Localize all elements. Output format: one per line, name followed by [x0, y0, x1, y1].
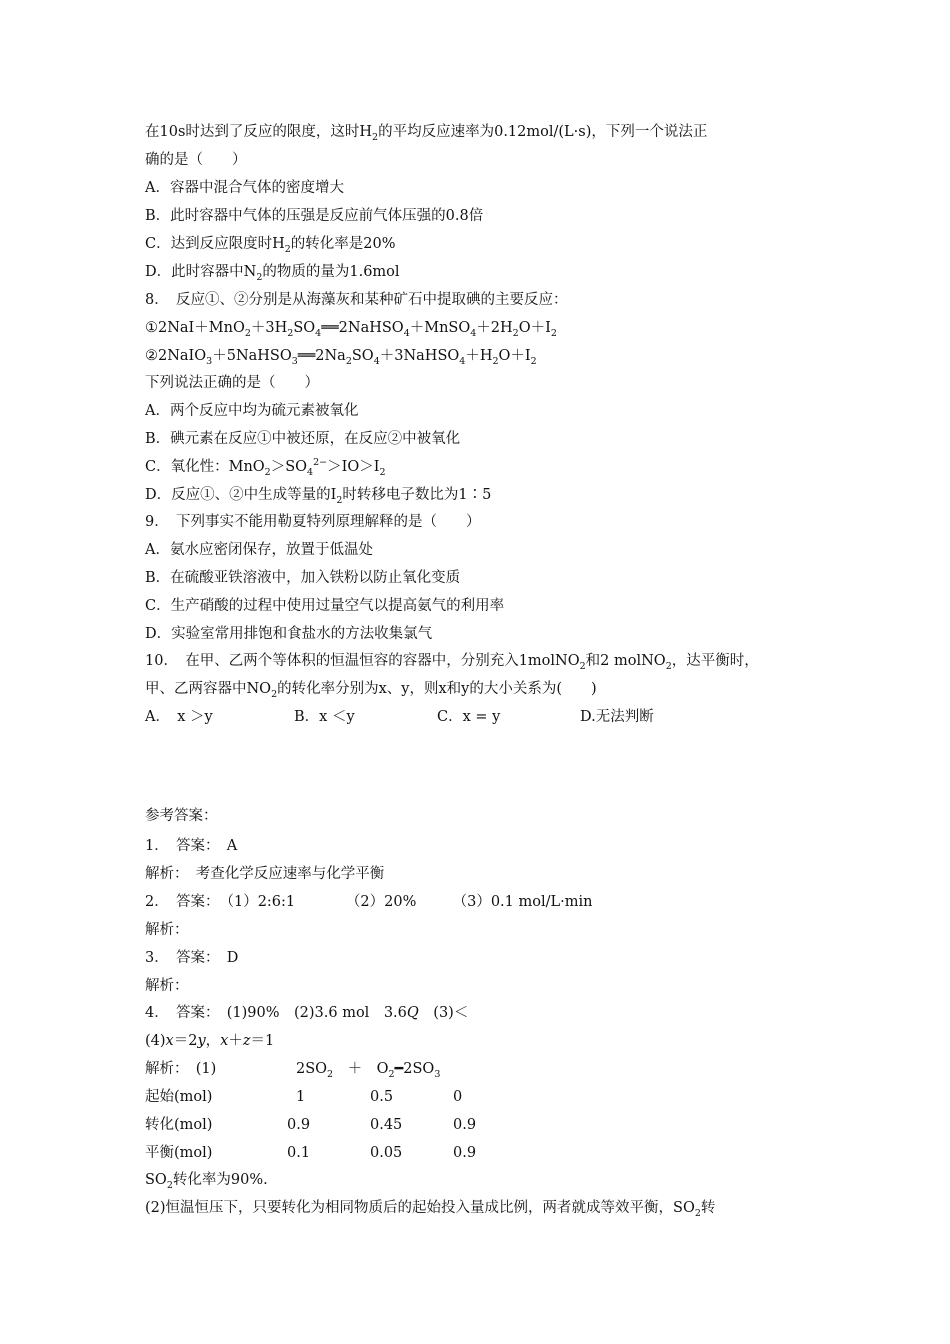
- q9-option-b: B．在硫酸亚铁溶液中，加入铁粉以防止氧化变质: [145, 570, 461, 586]
- answer-2-explanation: 解析：: [145, 922, 189, 938]
- q10-stem-line1: 10． 在甲、乙两个等体积的恒温恒容的容器中，分别充入1molNO$_2$和2 molNO$_2$，达平衡时，: [145, 653, 759, 672]
- answer-3: 3． 答案： D: [145, 950, 239, 966]
- table-cell: 0: [453, 1089, 463, 1105]
- q8-option-b: B．碘元素在反应①中被还原，在反应②中被氧化: [145, 431, 461, 447]
- answer-1: 1． 答案： A: [145, 838, 238, 854]
- q8-equation-2: $②2NaIO_3+5NaHSO_3══2Na_2SO_4+3NaHSO_4+H_2O+I_2$: [145, 348, 537, 367]
- q8-option-d: D．反应①、②中生成等量的$I_2$时转移电子数比为1∶5: [145, 487, 492, 506]
- q7-option-a: A．容器中混合气体的密度增大: [145, 180, 344, 196]
- answer-3-explanation: 解析：: [145, 978, 189, 994]
- q10-stem-line2: 甲、乙两容器中$NO_2$的转化率分别为x、y，则x和y的大小关系为( ): [145, 681, 597, 700]
- q8-option-c: C．氧化性：$MnO_2>SO_4^{2-}>IO>I_2$: [145, 457, 386, 478]
- q10-option-a: A． x ＞y: [145, 709, 213, 725]
- table-cell: 0.9: [453, 1145, 477, 1161]
- answer-2: 2． 答案： （1）2:6:1 （2）20% （3）0.1 mol/L·min: [145, 894, 593, 910]
- q7-option-c: C．达到反应限度时$H_2$的转化率是20%: [145, 236, 396, 255]
- answer-4-line2: (4)x＝2y，x＋z＝1: [145, 1033, 275, 1049]
- q9-stem: 9． 下列事实不能用勒夏特列原理解释的是（ ）: [145, 514, 481, 530]
- q8-stem: 8． 反应①、②分别是从海藻灰和某种矿石中提取碘的主要反应：: [145, 292, 568, 308]
- q7-option-b: B．此时容器中气体的压强是反应前气体压强的0.8倍: [145, 208, 484, 224]
- q8-option-a: A．两个反应中均为硫元素被氧化: [145, 403, 359, 419]
- table-cell: 0.9: [287, 1117, 311, 1133]
- q9-option-a: A．氨水应密闭保存，放置于低温处: [145, 542, 373, 558]
- q8-equation-1: $①2NaI+MnO_2+3H_2SO_4══2NaHSO_4+MnSO_4+2H_2O+I_2$: [145, 320, 557, 339]
- answer-4-explanation-label: 解析： (1): [145, 1061, 217, 1077]
- q9-option-d: D．实验室常用排饱和食盐水的方法收集氯气: [145, 626, 433, 642]
- q8-question: 下列说法正确的是（ ）: [145, 375, 319, 391]
- q7-stem-line1: 在10s时达到了反应的限度，这时$H_2$的平均反应速率为0.12mol/(L·s)，下列一个说法正: [145, 124, 708, 143]
- answer-4-equation: $2SO_2$ ＋ $O_2━2SO_3$: [296, 1061, 441, 1080]
- q10-option-b: B．x ＜y: [294, 709, 355, 725]
- q7-stem-line2: 确的是（ ）: [145, 152, 247, 168]
- answers-heading: 参考答案：: [145, 808, 218, 824]
- table-cell: 1: [296, 1089, 306, 1105]
- table-row-label: 转化(mol): [145, 1117, 213, 1133]
- table-cell: 0.45: [370, 1117, 403, 1133]
- q10-option-c: C．x = y: [437, 709, 501, 725]
- table-row-label: 起始(mol): [145, 1089, 213, 1105]
- answer-4-part-2: (2)恒温恒压下，只要转化为相同物质后的起始投入量成比例，两者就成等效平衡，$SO_2$转: [145, 1200, 716, 1219]
- table-cell: 0.1: [287, 1145, 311, 1161]
- answer-1-explanation: 解析： 考查化学反应速率与化学平衡: [145, 866, 385, 882]
- table-cell: 0.5: [370, 1089, 394, 1105]
- table-row-label: 平衡(mol): [145, 1145, 213, 1161]
- conversion-rate: $SO_2$转化率为90%.: [145, 1172, 268, 1191]
- table-cell: 0.9: [453, 1117, 477, 1133]
- q7-option-d: D．此时容器中$N_2$的物质的量为1.6mol: [145, 264, 400, 283]
- answer-4: 4． 答案： (1)90% (2)3.6 mol 3.6Q (3)＜: [145, 1005, 469, 1021]
- table-cell: 0.05: [370, 1145, 403, 1161]
- q10-option-d: D.无法判断: [580, 709, 654, 725]
- q9-option-c: C．生产硝酸的过程中使用过量空气以提高氨气的利用率: [145, 598, 505, 614]
